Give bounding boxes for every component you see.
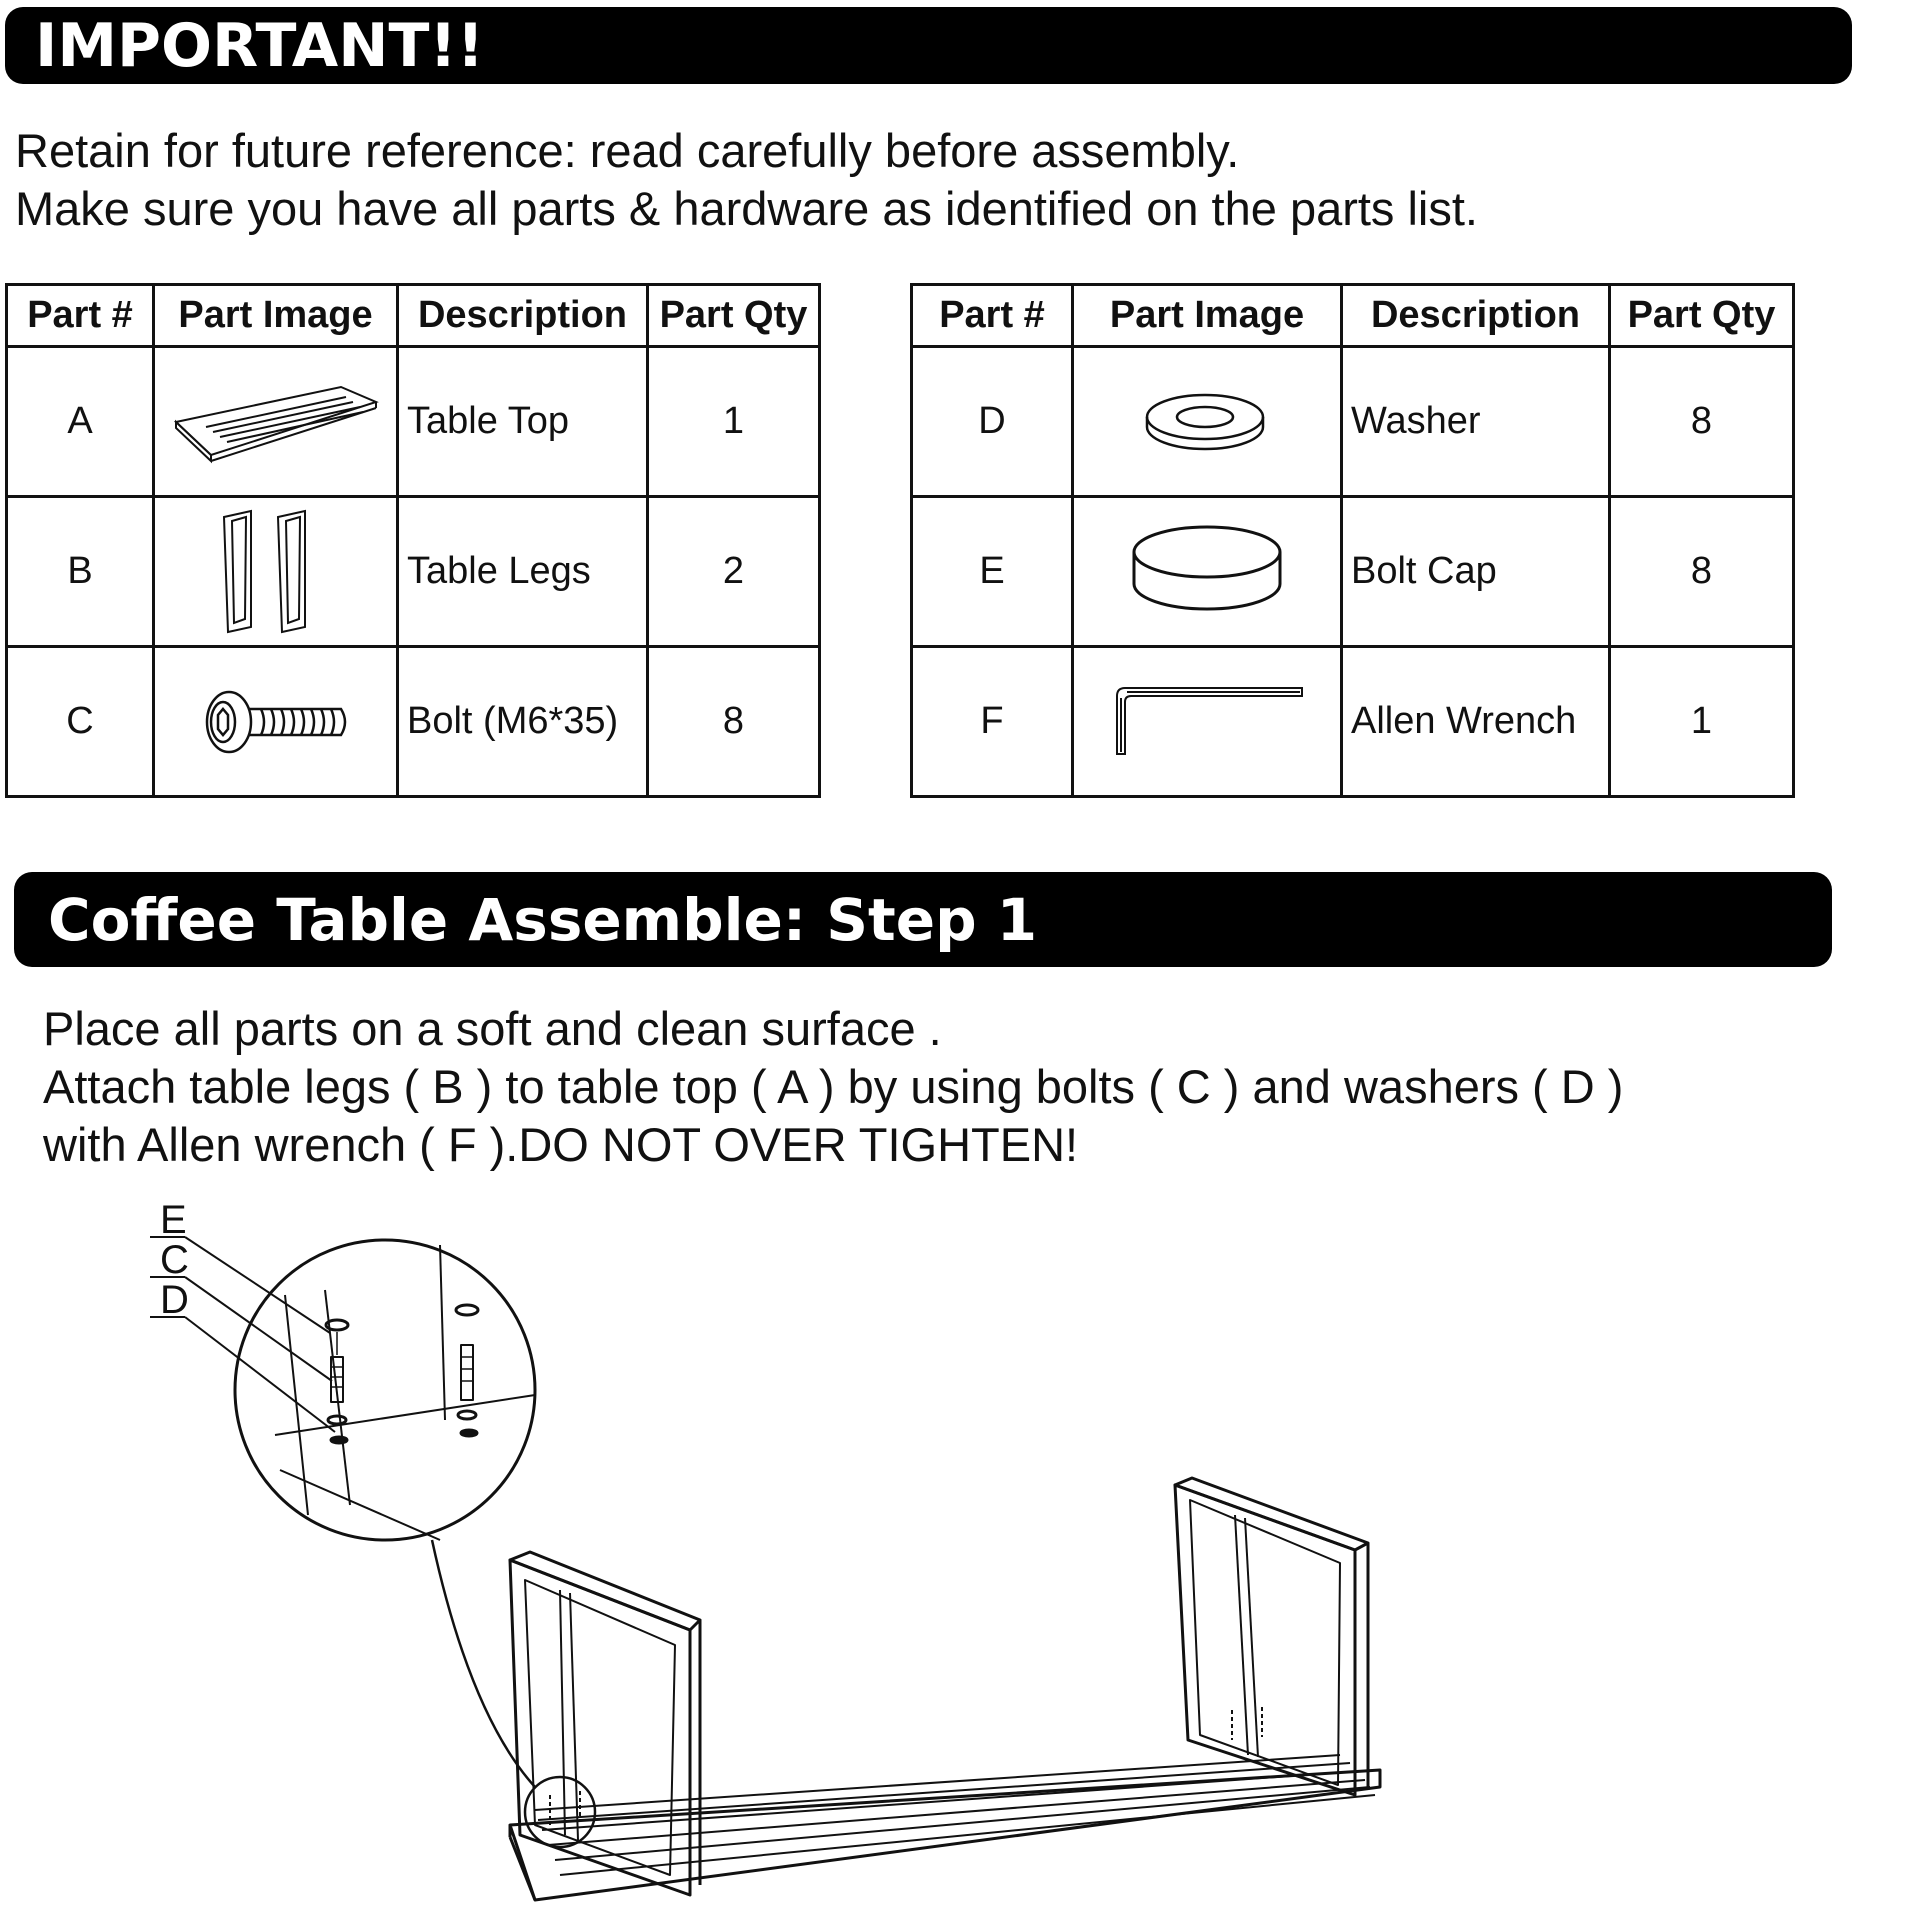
part-letter: E: [912, 497, 1073, 647]
header-part-image: Part Image: [1073, 285, 1342, 347]
important-banner: [5, 7, 1852, 84]
table-legs-icon: [216, 507, 336, 637]
table-top-icon: [171, 377, 381, 467]
important-banner-text: IMPORTANT!!: [35, 10, 485, 81]
instruction-line: Attach table legs ( B ) to table top ( A ) by using bolts ( C ) and washers ( D ): [43, 1060, 1624, 1113]
part-image-cell: [154, 497, 398, 647]
table-header-row: [7, 285, 820, 347]
part-letter: D: [912, 347, 1073, 497]
part-qty: 8: [648, 647, 820, 797]
instruction-line: Place all parts on a soft and clean surface .: [43, 1002, 942, 1055]
part-description: Allen Wrench: [1342, 647, 1610, 797]
part-letter: B: [7, 497, 154, 647]
part-qty: 8: [1610, 347, 1794, 497]
table-row: [912, 497, 1794, 647]
part-description: Table Top: [398, 347, 648, 497]
left-leg-illustration: [510, 1552, 700, 1895]
table-row: [7, 347, 820, 497]
part-qty: 8: [1610, 497, 1794, 647]
washer-icon: [1142, 387, 1272, 457]
callout-label-c: C: [160, 1238, 189, 1282]
part-image-cell: [1073, 347, 1342, 497]
parts-table-left: [5, 283, 821, 798]
part-image-cell: [154, 647, 398, 797]
part-letter: A: [7, 347, 154, 497]
right-leg-illustration: [1175, 1478, 1368, 1795]
instruction-line: Make sure you have all parts & hardware as identified on the parts list.: [15, 182, 1478, 235]
part-image-cell: [1073, 647, 1342, 797]
part-description: Washer: [1342, 347, 1610, 497]
table-row: [7, 647, 820, 797]
table-row: [912, 647, 1794, 797]
step1-instructions: [43, 1000, 1623, 1174]
instruction-line: with Allen wrench ( F ).DO NOT OVER TIGHTEN!: [43, 1118, 1079, 1171]
assembly-diagram: [140, 1195, 1400, 1915]
header-part-qty: Part Qty: [1610, 285, 1794, 347]
part-description: Bolt Cap: [1342, 497, 1610, 647]
part-letter: F: [912, 647, 1073, 797]
header-part-qty: Part Qty: [648, 285, 820, 347]
header-part-num: Part #: [912, 285, 1073, 347]
instruction-line: Retain for future reference: read carefully before assembly.: [15, 124, 1240, 177]
part-image-cell: [1073, 497, 1342, 647]
important-instructions: [15, 122, 1478, 238]
bolt-cap-icon: [1127, 522, 1287, 622]
header-part-image: Part Image: [154, 285, 398, 347]
part-qty: 1: [1610, 647, 1794, 797]
table-row: [912, 347, 1794, 497]
part-image-cell: [154, 347, 398, 497]
step1-banner-text: Coffee Table Assemble: Step 1: [48, 885, 1038, 954]
header-description: Description: [398, 285, 648, 347]
allen-wrench-icon: [1107, 682, 1307, 762]
part-description: Bolt (M6*35): [398, 647, 648, 797]
callout-label-e: E: [160, 1198, 187, 1242]
callout-label-d: D: [160, 1278, 189, 1322]
header-description: Description: [1342, 285, 1610, 347]
part-letter: C: [7, 647, 154, 797]
header-part-num: Part #: [7, 285, 154, 347]
bolt-icon: [201, 687, 351, 757]
parts-table-right: [910, 283, 1795, 798]
table-header-row: [912, 285, 1794, 347]
step1-banner: [14, 872, 1832, 967]
part-description: Table Legs: [398, 497, 648, 647]
part-qty: 1: [648, 347, 820, 497]
part-qty: 2: [648, 497, 820, 647]
table-row: [7, 497, 820, 647]
